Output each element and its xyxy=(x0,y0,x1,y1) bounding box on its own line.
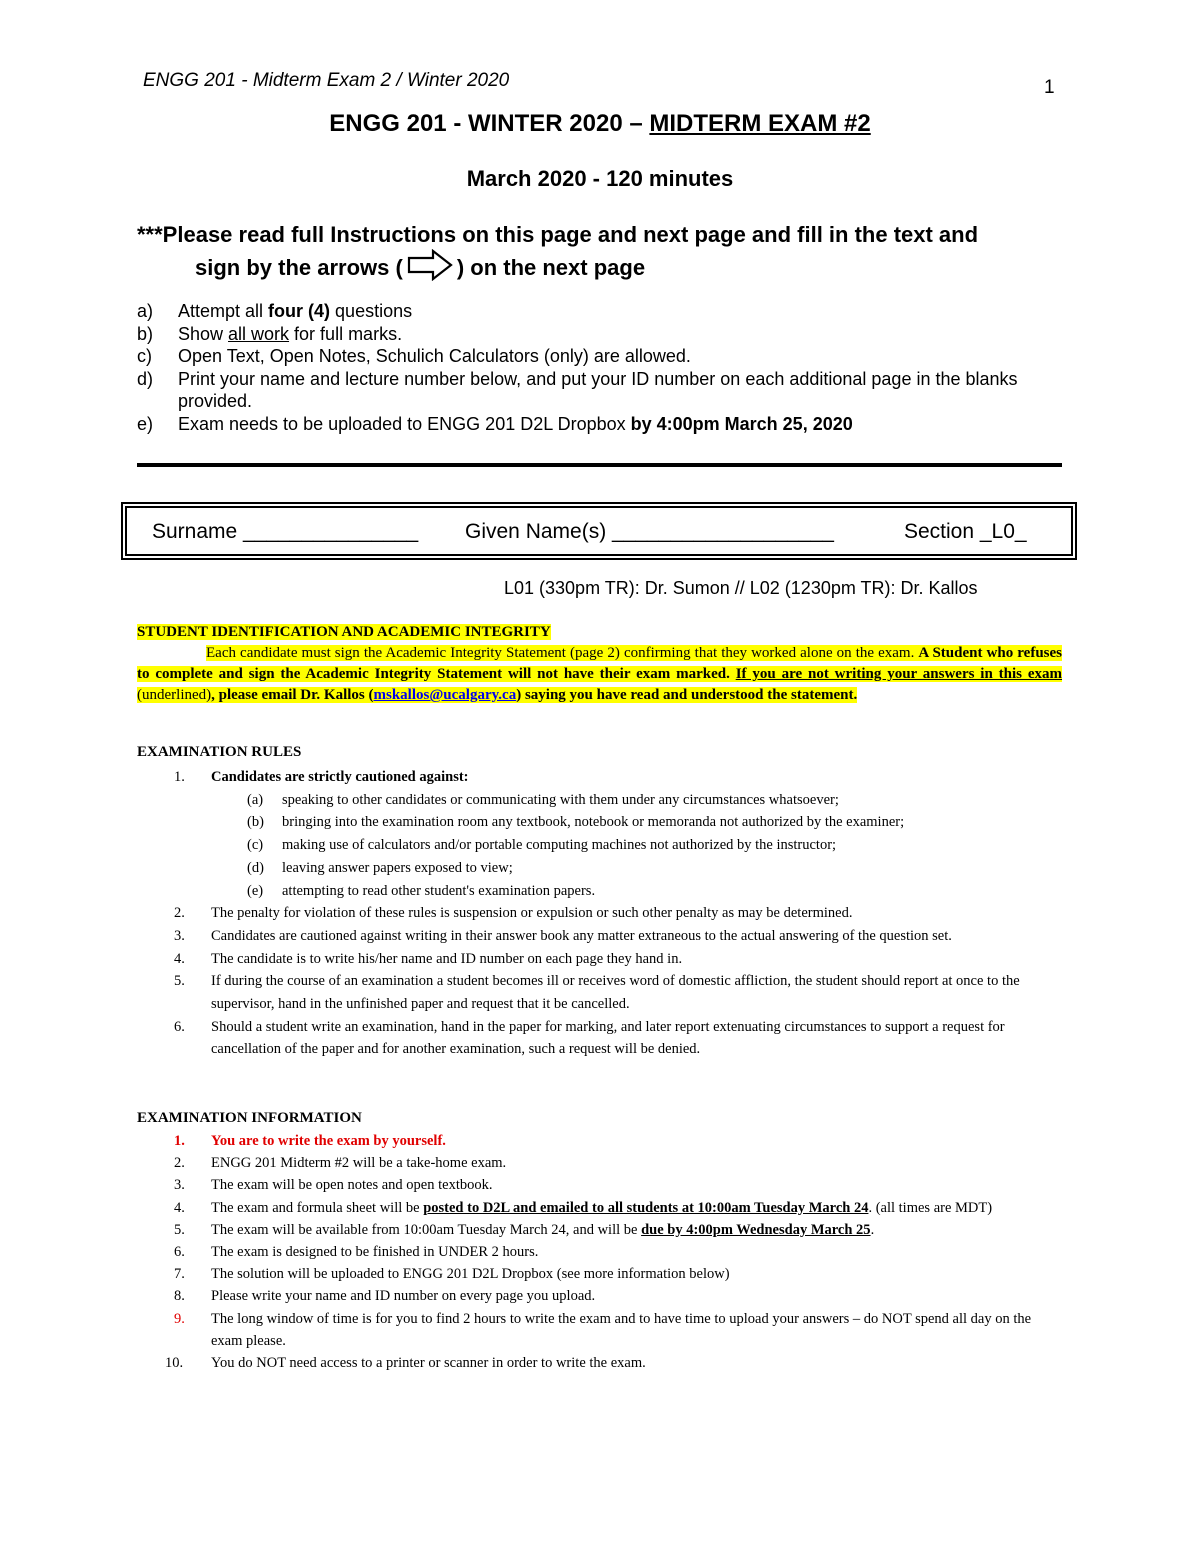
instruction-item: a) Attempt all four (4) questions xyxy=(137,301,413,321)
instruction-item: e) Exam needs to be uploaded to ENGG 201 D2L Dropbox by 4:00pm March 25, 2020 xyxy=(137,413,853,434)
info-item: 10. You do NOT need access to a printer or scanner in order to write the exam. xyxy=(165,1355,646,1372)
info-item: 7. The solution will be uploaded to ENGG 201 D2L Dropbox (see more information below) xyxy=(174,1266,730,1283)
rule-item: 1. Candidates are strictly cautioned against: xyxy=(174,769,469,785)
rule-subitem: (e) attempting to read other student's examination papers. xyxy=(247,882,596,899)
divider-line xyxy=(137,463,1062,467)
examination-info-list xyxy=(137,1130,1062,1374)
rule-item: 2. The penalty for violation of these rules is suspension or expulsion or such other penalty as may be determined. xyxy=(174,905,853,922)
exam-title-underlined: MIDTERM EXAM #2 xyxy=(649,110,871,137)
page-number: 1 xyxy=(1044,77,1055,98)
info-item: 2. ENGG 201 Midterm #2 will be a take-home exam. xyxy=(174,1155,507,1172)
integrity-statement: Each candidate must sign the Academic Integrity Statement (page 2) confirming that they worked alone on the exam. A Student who refuses to complete and sign the Academic Integrity Statement will not have their exam marked. If you are not writing your answers in this exam (underlined), please email Dr. Kallos (mskallos@ucalgary.ca) saying you have read and understood the statement. xyxy=(137,645,1063,703)
info-item: 4. The exam and formula sheet will be posted to D2L and emailed to all students at 10:00am Tuesday March 24. (all times are MDT) xyxy=(174,1199,993,1216)
rule-item: 5. If during the course of an examination a student becomes ill or receives word of domestic affliction, the student should report at once to the supervisor, hand in the unfinished paper and request that it be cancelled. xyxy=(174,973,1020,1013)
info-item: 3. The exam will be open notes and open textbook. xyxy=(174,1177,493,1194)
info-item: 6. The exam is designed to be finished in UNDER 2 hours. xyxy=(174,1244,539,1261)
instructions-list xyxy=(137,300,1057,435)
rule-item: 3. Candidates are cautioned against writing in their answer book any matter extraneous to the actual answering of the question set. xyxy=(174,927,952,944)
rule-subitem: (c) making use of calculators and/or portable computing machines not authorized by the instructor; xyxy=(247,837,837,854)
info-heading: EXAMINATION INFORMATION xyxy=(137,1110,362,1126)
exam-title xyxy=(0,110,1200,138)
running-header: ENGG 201 - Midterm Exam 2 / Winter 2020 xyxy=(143,70,510,91)
rule-subitem: (d) leaving answer papers exposed to view; xyxy=(247,859,513,876)
given-name-field[interactable]: Given Name(s) ___________________ xyxy=(465,520,834,543)
instruction-item: d) Print your name and lecture number below, and put your ID number on each additional page in the blanks provided. xyxy=(137,368,1018,411)
examination-rules-list xyxy=(137,766,1062,1061)
rule-subitem: (b) bringing into the examination room any textbook, notebook or memoranda not authorized by the examiner; xyxy=(247,814,905,831)
rule-subitem: (a) speaking to other candidates or communicating with them under any circumstances whatsoever; xyxy=(247,791,839,808)
info-item: 9. The long window of time is for you to find 2 hours to write the exam and to have time to upload your answers – do NOT spend all day on the exam please. xyxy=(174,1310,1032,1349)
academic-integrity-block xyxy=(137,622,1062,706)
right-arrow-icon xyxy=(407,249,453,281)
exam-title-main: ENGG 201 - WINTER 2020 – xyxy=(329,110,650,137)
surname-field[interactable]: Surname _______________ xyxy=(152,520,419,543)
rule-subitems xyxy=(137,789,1062,903)
rule-item: 4. The candidate is to write his/her name and ID number on each page they hand in. xyxy=(174,950,683,967)
rule-item: 6. Should a student write an examination, hand in the paper for marking, and later report extenuating circumstances to support a request for cancellation of the paper and for another examination, such a request will be denied. xyxy=(174,1018,1005,1058)
exam-subtitle: March 2020 - 120 minutes xyxy=(466,166,734,191)
instruction-item: c) Open Text, Open Notes, Schulich Calculators (only) are allowed. xyxy=(137,346,691,366)
integrity-heading: STUDENT IDENTIFICATION AND ACADEMIC INTEGRITY xyxy=(137,624,551,640)
info-item: 5. The exam will be available from 10:00am Tuesday March 24, and will be due by 4:00pm Wednesday March 25. xyxy=(174,1221,875,1238)
info-item: 8. Please write your name and ID number on every page you upload. xyxy=(174,1288,596,1305)
instruction-item: b) Show all work for full marks. xyxy=(137,323,403,344)
rules-heading: EXAMINATION RULES xyxy=(137,744,302,760)
info-item: 1. You are to write the exam by yourself. xyxy=(174,1133,446,1149)
section-field[interactable]: Section _L0_ xyxy=(904,520,1027,543)
read-instructions-notice xyxy=(137,221,1067,282)
notice-line1: ***Please read full Instructions on this page and next page and fill in the text and xyxy=(137,222,979,247)
notice-line2: sign by the arrows ( ) on the next page xyxy=(137,249,1067,282)
lecture-sections: L01 (330pm TR): Dr. Sumon // L02 (1230pm TR): Dr. Kallos xyxy=(504,578,978,598)
instructor-email-link[interactable]: mskallos@ucalgary.ca xyxy=(373,687,517,703)
